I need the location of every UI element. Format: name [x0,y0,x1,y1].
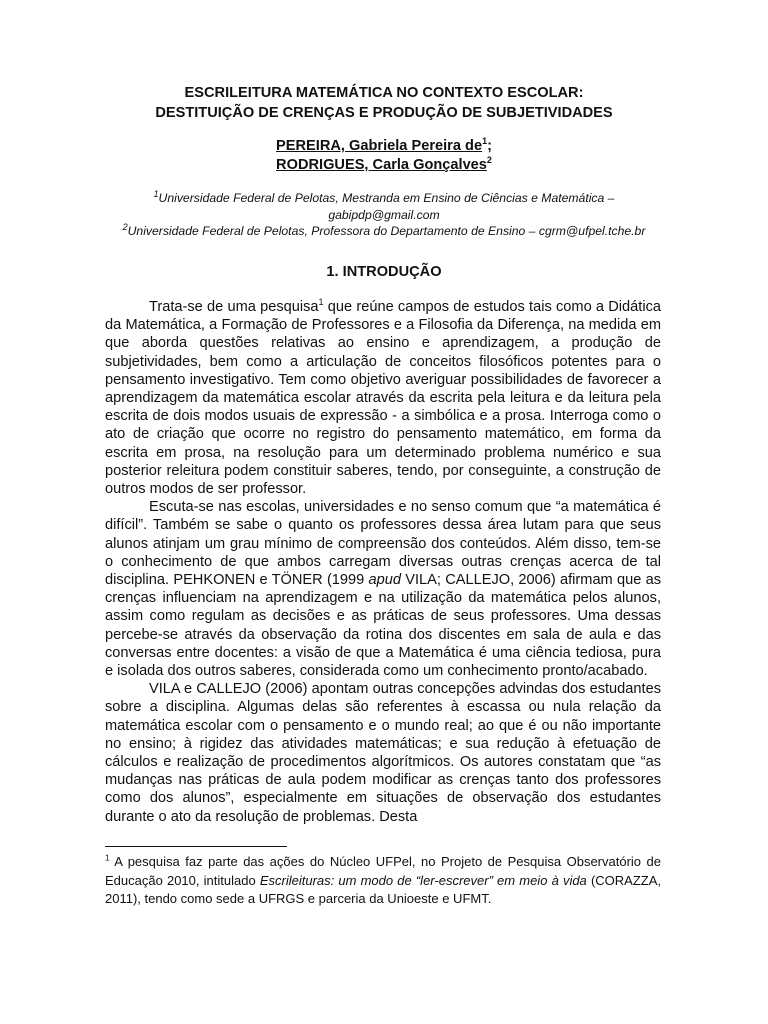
affiliation-mark: 2 [122,221,128,232]
author-1 [150,137,618,156]
affiliation-text: Universidade Federal de Pelotas, Mestranda em Ensino de Ciências e Matemática – [158,191,615,205]
affiliation-1-email: gabipdp@gmail.com [328,207,440,222]
paragraph-text: VILA; CALLEJO, 2006) afirmam que as crenças influenciam na aprendizagem e na utilização da matemática pelos alunos, assim como regulam as decisões e as práticas de seus professores. Uma dessas percebe-se através da observação da rotina dos discentes em sala de aula e das conversas entre docentes: a visão de que a Matemática é uma ciência tediosa, pura e isolada dos outros saberes, considerada como um conhecimento pronto/acabado. [105,572,661,680]
affiliation-text: Universidade Federal de Pelotas, Professora do Departamento de Ensino – cgrm@ufpel.tche.br [127,224,646,238]
footnote-text: A pesquisa faz parte das ações do Núcleo UFPel, no Projeto de Pesquisa Observatório de Educação 2010, intitulado [105,854,661,888]
paper-title [90,83,678,123]
paragraph-text: Trata-se de uma pesquisa [149,299,319,315]
footnote-divider [105,846,287,847]
affiliations [90,190,678,240]
author-name: RODRIGUES, Carla Gonçalves [276,157,487,173]
paragraph-1 [105,298,661,498]
author-2 [150,156,618,175]
author-affiliation-mark: 1 [482,136,488,147]
author-separator: ; [487,138,492,154]
footnote [105,853,661,909]
footnote-title: Escrileituras: um modo de “ler-escrever” em meio à vida [259,872,587,888]
paragraph-3: VILA e CALLEJO (2006) apontam outras concepções advindas dos estudantes sobre a disciplina. Algumas delas são referentes à escassa ou nula relação da matemática escolar com o pensamento e o mundo real; ao que é ou não importante no ensino; à rigidez das atividades matemáticas; e sua redução à efetuação de cálculos e realização de procedimentos algorítmicos. Os autores constatam que “as mudanças nas práticas de aula podem modificar as crenças tanto dos professores como dos alunos”, especialmente em situações de observação dos estudantes durante o ato da resolução de problemas. Desta [105,681,661,825]
title-line-2: DESTITUIÇÃO DE CRENÇAS E PRODUÇÃO DE SUBJETIVIDADES [155,105,613,121]
author-name: PEREIRA, Gabriela Pereira de [276,138,483,154]
footnote-ref: 1 [318,297,324,308]
italic-term: apud [368,572,402,589]
body-text [105,298,661,826]
affiliation-mark: 1 [153,188,159,199]
affiliation-1 [90,190,678,207]
footnote-mark: 1 [105,853,110,863]
author-list [150,137,618,175]
paragraph-text: que reúne campos de estudos tais como a Didática da Matemática, a Formação de Professores e a Filosofia da Diferença, na medida em que aborda questões relativas ao ensino e aprendizagem, a produção de subjetividades, bem como a articulação de conceitos filosóficos potentes para o pensamento investigativo. Tem como objetivo averiguar possibilidades de favorecer a aprendizagem da matemática escolar através da escrita pela leitura e da leitura pela escrita de dois modos usuais de expressão - a simbólica e a prosa. Interroga como o ato de criação que ocorre no registro do pensamento matemático, em forma da escrita em prosa, na resolução para um determinado problema numérico e sua posterior releitura podem constituir saberes, tendo, por conseguinte, a construção de outros modos de ser professor. [105,299,661,498]
paragraph-text: Escuta-se nas escolas, universidades e no senso comum que “a matemática é difícil”. Também se sabe o quanto os professores dessa área lutam para que seus alunos atinjam um grau mínimo de compreensão dos conteúdos. Além disso, tem-se o conhecimento de que ambos carregam diversas outras crenças acerca de tal disciplina. PEHKONEN e TÖNER (1999 [105,499,661,589]
author-affiliation-mark: 2 [486,155,492,166]
title-line-1: ESCRILEITURA MATEMÁTICA NO CONTEXTO ESCOLAR: [184,85,584,101]
section-heading: 1. INTRODUÇÃO [326,264,442,280]
paragraph-2 [105,498,661,680]
footnote-text: (CORAZZA, 2011), tendo como sede a UFRGS e parceria da Unioeste e UFMT. [105,872,661,906]
affiliation-2 [90,223,678,240]
